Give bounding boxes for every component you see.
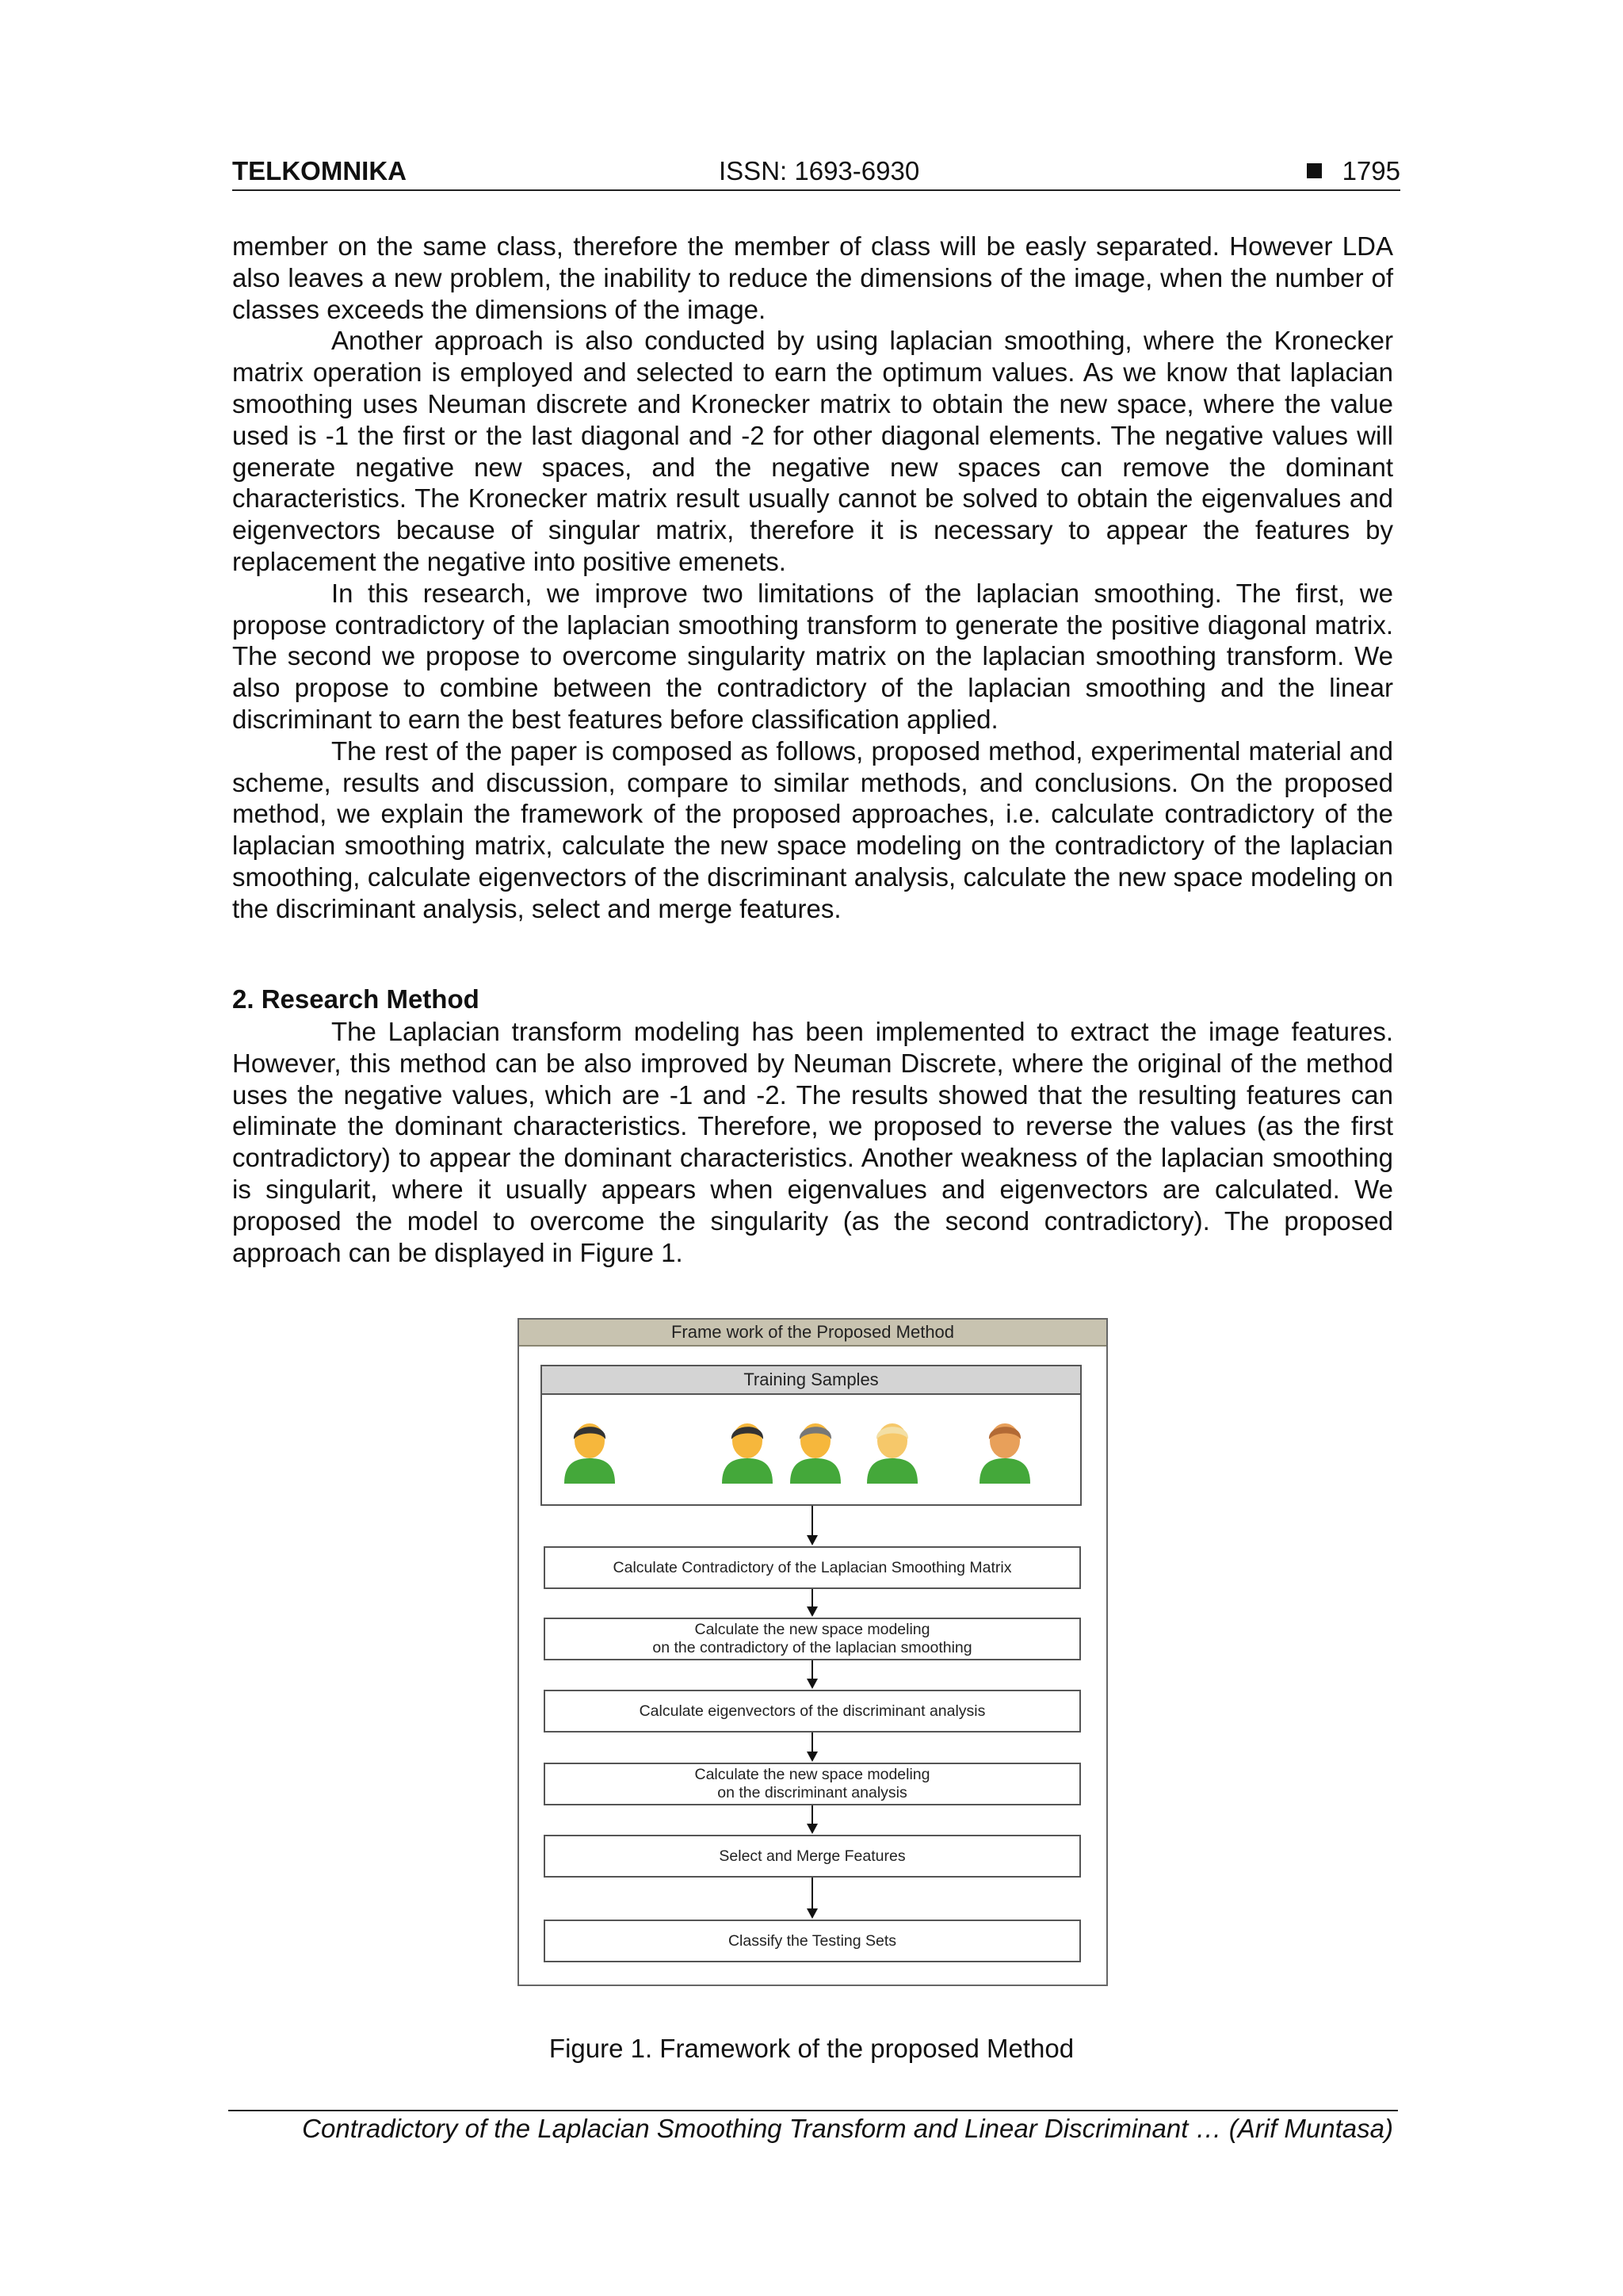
down-arrow-icon [807, 1733, 818, 1762]
method-text [232, 1016, 1393, 1268]
down-arrow-icon [807, 1506, 818, 1545]
issn: ISSN: 1693-6930 [719, 156, 920, 185]
paragraph: member on the same class, therefore the member of class will be easly separated. However LDA also leaves a new problem, the inability to reduce the dimensions of the image, when the number of classes exceeds the dimensions of the image. [232, 231, 1393, 324]
paragraph: Another approach is also conducted by using laplacian smoothing, where the Kronecker matrix operation is employed and selected to earn the optimum values. As we know that laplacian smoothing uses Neuman discrete and Kronecker matrix to obtain the new space, where the value used is -1 the first or the last diagonal and -2 for other diagonal elements. The negative values will generate negative new spaces, and the negative new spaces can remove the dominant characteristics. The Kronecker matrix result usually cannot be solved to obtain the eigenvalues and eigenvectors because of singular matrix, therefore it is necessary to appear the features by replacement the negative into positive emenets. [232, 326, 1393, 576]
section-heading: 2. Research Method [232, 984, 479, 1014]
page-number [1307, 156, 1400, 186]
down-arrow-icon [807, 1660, 818, 1689]
page-header [232, 155, 1400, 191]
running-footer: Contradictory of the Laplacian Smoothing Transform and Linear Discriminant … (Arif Muntasa) [302, 2114, 1393, 2143]
figure-title: Frame work of the Proposed Method [519, 1320, 1106, 1347]
process-step: Calculate the new space modeling on the discriminant analysis [544, 1763, 1081, 1805]
paragraph: The Laplacian transform modeling has been implemented to extract the image features. However, this method can be also improved by Neuman Discrete, where the original of the method uses the negative values, which are -1 and -2. The results showed that the resulting features can eliminate the dominant characteristics. Therefore, we proposed to reverse the values (as the first contradictory) to appear the dominant characteristics. Another weakness of the laplacian smoothing is singularit, where it usually appears when eigenvalues and eigenvectors are calculated. We proposed the model to overcome the singularity (as the second contradictory). The proposed approach can be displayed in Figure 1. [232, 1017, 1393, 1267]
process-step: Calculate eigenvectors of the discriminant analysis [544, 1690, 1081, 1733]
process-step: Calculate the new space modeling on the contradictory of the laplacian smoothing [544, 1618, 1081, 1660]
paragraph: In this research, we improve two limitations of the laplacian smoothing. The first, we propose contradictory of the laplacian smoothing transform to generate the positive diagonal matrix. The second we propose to overcome singularity matrix on the laplacian smoothing transform. We also propose to combine between the contradictory of the laplacian smoothing and the linear discriminant to earn the best features before classification applied. [232, 578, 1393, 734]
down-arrow-icon [807, 1589, 818, 1617]
figure-caption: Figure 1. Framework of the proposed Method [548, 2034, 1075, 2063]
process-step: Classify the Testing Sets [544, 1920, 1081, 1962]
page-number-value: 1795 [1342, 156, 1400, 185]
down-arrow-icon [807, 1878, 818, 1919]
footer-divider [228, 2110, 1398, 2111]
intro-text [232, 231, 1393, 925]
process-step: Select and Merge Features [544, 1835, 1081, 1878]
framework-figure [517, 1318, 1108, 1986]
down-arrow-icon [807, 1805, 818, 1834]
paragraph: The rest of the paper is composed as follows, proposed method, experimental material and scheme, results and discussion, compare to similar methods, and conclusions. On the proposed method, we explain the framework of the proposed approaches, i.e. calculate contradictory of the laplacian smoothing matrix, calculate the new space modeling on the contradictory of the laplacian smoothing, calculate eigenvectors of the discriminant analysis, calculate the new space modeling on the discriminant analysis, select and merge features. [232, 735, 1393, 923]
journal-name: TELKOMNIKA [232, 156, 407, 185]
process-step: Calculate Contradictory of the Laplacian Smoothing Matrix [544, 1546, 1081, 1589]
square-bullet-icon [1307, 163, 1322, 178]
training-samples-title: Training Samples [542, 1366, 1080, 1395]
